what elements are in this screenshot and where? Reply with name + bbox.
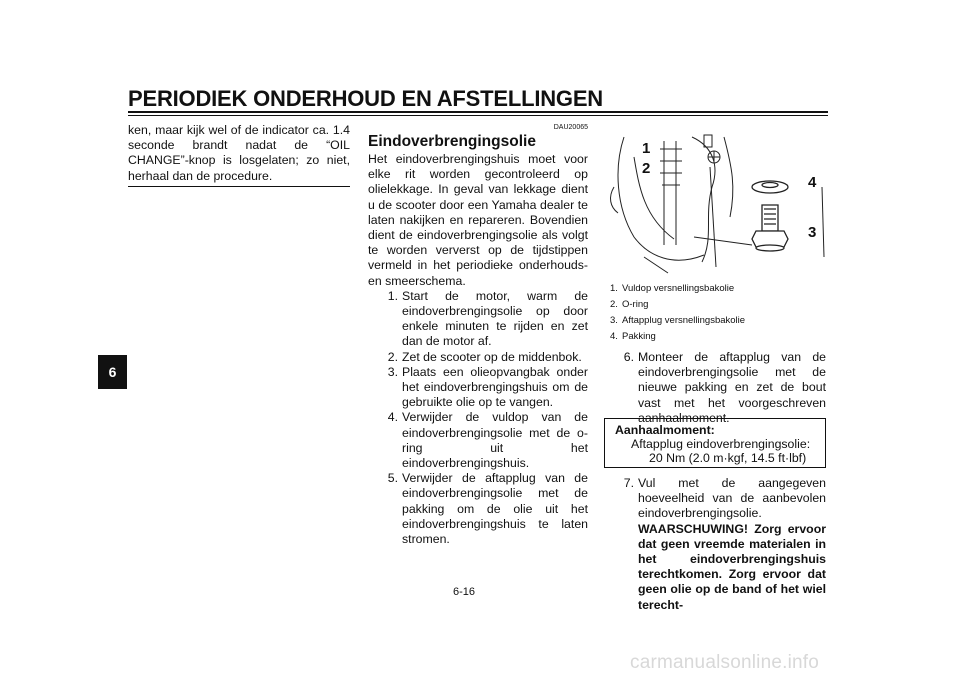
step-number: 4.	[387, 410, 398, 425]
figure-label-3: 3	[808, 224, 817, 241]
step-number: 3.	[387, 364, 398, 379]
title-rule	[128, 111, 828, 113]
caption-number: 4.	[610, 331, 618, 342]
step-text: Verwijder de vuldop van de eindoverbrengingsolie met de o-ring uit het eindoverbrengingshuis.	[402, 410, 588, 471]
step-text: Zet de scooter op de middenbok.	[402, 349, 582, 364]
step-2	[380, 350, 588, 365]
step-number: 1.	[387, 288, 398, 303]
caption-number: 2.	[610, 299, 618, 310]
step-7-block	[604, 476, 826, 613]
figure-label-1: 1	[642, 140, 651, 157]
caption-text: O-ring	[622, 299, 649, 310]
page-number: 6-16	[453, 586, 476, 598]
caption-number: 3.	[610, 315, 618, 326]
section-code: DAU20065	[553, 124, 588, 131]
caption-2	[610, 297, 820, 313]
caption-text: Pakking	[622, 331, 656, 342]
step-text: Vul met de aangegeven hoeveelheid van de aanbevolen eindoverbrengingsolie.	[638, 476, 826, 521]
left-column	[128, 123, 350, 184]
caption-text: Vuldop versnellingsbakolie	[622, 283, 735, 294]
caption-text: Aftapplug versnellingsbakolie	[622, 315, 746, 326]
caption-1	[610, 281, 820, 297]
figure-label-4: 4	[808, 174, 817, 191]
step-1	[380, 289, 588, 350]
step-number: 6.	[623, 350, 634, 364]
chapter-tab: 6	[98, 355, 127, 389]
caption-3	[610, 313, 820, 329]
left-column-rule	[128, 186, 350, 187]
torque-box	[604, 418, 826, 468]
section-heading: Eindoverbrengingsolie	[368, 133, 536, 150]
watermark: carmanualsonline.info	[630, 652, 820, 673]
step-text: Monteer de aftapplug van de eindoverbrengingsolie met de nieuwe pakking en zet de bout vast met het voorgeschreven aanhaalmoment.	[638, 350, 826, 425]
torque-label: Aftapplug eindoverbrengingsolie:	[631, 437, 811, 451]
caption-number: 1.	[610, 283, 618, 294]
middle-column	[368, 123, 588, 547]
step-4	[380, 410, 588, 471]
step-3	[380, 365, 588, 411]
torque-value: 20 Nm (2.0 m·kgf, 14.5 ft·lbf)	[649, 451, 807, 465]
page-title: PERIODIEK ONDERHOUD EN AFSTELLINGEN	[128, 86, 603, 111]
step-number: 5.	[387, 471, 398, 486]
figure-captions	[610, 281, 820, 345]
step-6	[604, 350, 826, 426]
torque-title: Aanhaalmoment:	[615, 423, 715, 437]
step-number: 2.	[387, 349, 398, 364]
figure-label-2: 2	[642, 160, 651, 177]
step-text: Plaats een olieopvangbak onder het eindoverbrengingshuis om de gebruikte olie op te vangen.	[402, 364, 588, 410]
title-rule-thin	[128, 115, 828, 116]
step-6-block	[604, 350, 826, 426]
left-paragraph: ken, maar kijk wel of de indicator ca. 1.4 seconde brandt nadat de “OIL CHANGE”-knop is losgelaten; zo niet, herhaal dan de procedure.	[128, 123, 350, 183]
gear-oil-illustration	[604, 127, 826, 275]
section-intro: Het eindoverbrengingshuis moet voor elke rit worden gecontroleerd op olielekkage. In geval van lekkage dient u de scooter door een Yamaha dealer te laten nakijken en repareren. Bovendien dient de eindoverbrengingsolie als volgt te worden ververst op de tijdstippen vermeld in het periodieke onderhouds- en smeerschema.	[368, 152, 588, 288]
illustration-svg	[604, 127, 826, 275]
warning-text: WAARSCHUWING! Zorg ervoor dat geen vreemde materialen in het eindoverbrengingshuis terechtkomen. Zorg ervoor dat geen olie op de band of het wiel terecht-	[638, 521, 826, 612]
caption-4	[610, 329, 820, 345]
step-7	[604, 476, 826, 613]
step-7-content	[638, 476, 826, 613]
step-text: Verwijder de aftapplug van de eindoverbrengingsolie met de pakking om de olie uit het eindoverbrengingshuis te laten stromen.	[402, 471, 588, 547]
step-text: Start de motor, warm de eindoverbrengingsolie op door enkele minuten te rijden en zet dan de motor af.	[402, 288, 588, 349]
step-number: 7.	[623, 476, 634, 490]
step-5	[380, 471, 588, 547]
